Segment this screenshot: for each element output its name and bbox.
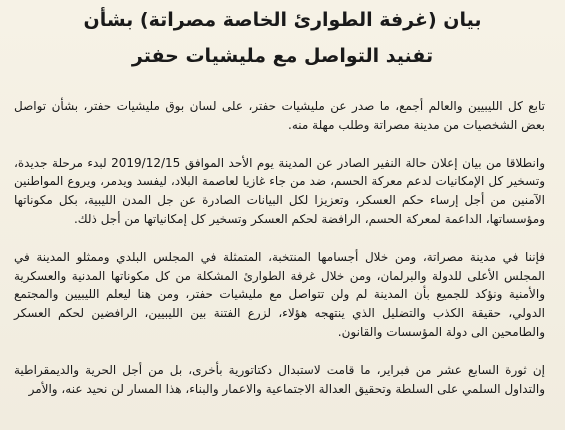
statement-body [14,97,545,398]
statement-subtitle: تفنيد التواصل مع مليشيات حفتر [131,45,434,67]
paragraph-denial: فإننا في مدينة مصراتة، ومن خلال أجسامها المنتخبة، المتمثلة في المجلس البلدي وممثلو المدينة في المجلس الأعلى للدولة والبرلمان، ومن خلال غرفة الطوارئ المشكلة من كل مكوناتها المدنية والعسكرية والأمنية ونؤكد للجميع بأن المدينة لم ولن تتواصل مع مليشيات حفتر، ومن هنا ليعلم الليبيين والمجتمع الدولي، حقيقة الكذب والتضليل الذي ينتهجه هؤلاء، لزرع الفتنة بين الليبيين، الرافضين لحكم العسكر والطامحين الى دولة المؤسسات والقانون. [14,249,545,339]
paragraph-mobilization: وانطلاقا من بيان إعلان حالة النفير الصادر عن المدينة يوم الأحد الموافق 2019/12/15 لبدء مرحلة جديدة، وتسخير كل الإمكانيات لدعم معركة الحسم، ضد من جاء غازيا لعاصمة البلاد، ليفسد ويدمر، ويروع المواطنين الآمنين من أجل إرساء حكم العسكر، وتعزيزا لكل البيانات الصادرة عن جل المدن الليبية، بكل مكوناتها ومؤسساتها، الداعمة لمعركة الحسم، الرافضة لحكم العسكر وتسخير كل إمكانياتها من أجل ذلك. [14,155,545,226]
paragraph-revolution: إن ثورة السابع عشر من فبراير، ما قامت لاستبدال دكتاتورية بأخرى، بل من أجل الحرية والديمقراطية والتداول السلمي على السلطة وتحقيق العدالة الاجتماعية والاعمار والبناء، هذا المسار لن نحيد عنه، والأمر [14,362,545,396]
statement-title: بيان (غرفة الطوارئ الخاصة مصراتة) بشأن [83,9,482,31]
paragraph-intro: تابع كل الليبيين والعالم أجمع، ما صدر عن مليشيات حفتر، على لسان بوق مليشيات حفتر، بشأن تواصل بعض الشخصيات من مدينة مصراتة وطلب مهلة منه. [14,99,545,132]
